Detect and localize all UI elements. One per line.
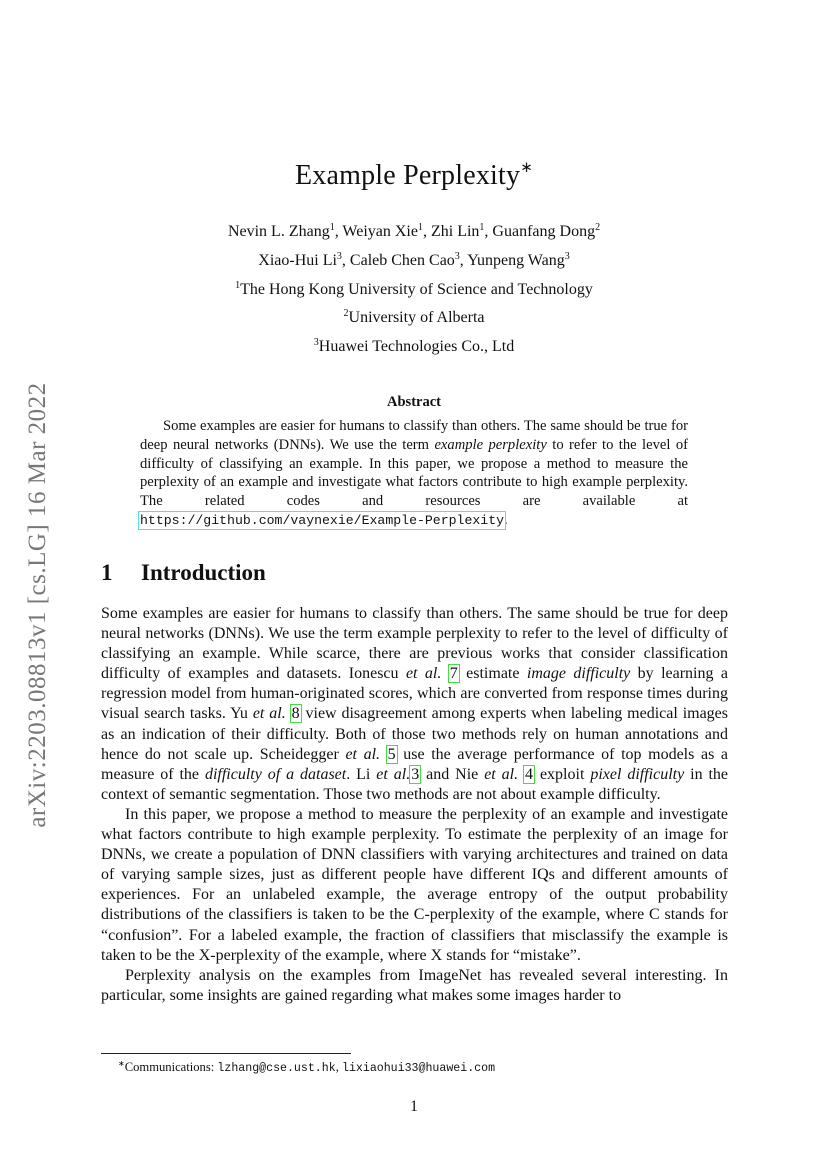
paragraph bbox=[101, 604, 728, 805]
affiliation-3 bbox=[0, 331, 828, 360]
author-name: Xiao-Hui Li bbox=[258, 251, 337, 269]
paragraph-emphasis: et al. bbox=[405, 665, 442, 683]
author-affiliation-mark: 3 bbox=[454, 250, 460, 262]
author-name: Caleb Chen Cao bbox=[349, 251, 455, 269]
author-affiliation-mark: 1 bbox=[329, 222, 335, 233]
paragraph-text: in the context of semantic segmentation. Those two methods are not about example difficulty. bbox=[101, 765, 729, 803]
abstract-text: to refer to the level of difficulty of classifying an example. In this paper, we propose a method to measure the perplexity of an example and investigate what factors contribute to high example perplexity. The related codes and resources are available at bbox=[140, 436, 688, 510]
affiliation-2 bbox=[0, 302, 828, 331]
footnote-label: Communications: bbox=[124, 1060, 218, 1074]
paragraph-text: by learning a regression model from human-originated scores, which are converted from response times during visual search tasks. Yu bbox=[101, 665, 729, 723]
citation-link[interactable]: 4 bbox=[525, 765, 534, 783]
paragraph-text: use the average performance of top models as a measure of the bbox=[101, 745, 728, 783]
author-block bbox=[0, 216, 828, 360]
paragraph-text: exploit bbox=[534, 765, 591, 783]
paragraph-text: view disagreement among experts when labeling medical images as an indication of their difficulty. Both of those two methods rely on human annotations and hence do not scale up. Scheidegger bbox=[101, 705, 729, 763]
author-affiliation-mark: 3 bbox=[336, 250, 342, 262]
author-separator: , bbox=[459, 251, 468, 269]
paragraph-emphasis: pixel difficulty bbox=[590, 765, 685, 783]
citation-link[interactable]: 3 bbox=[411, 765, 420, 783]
title-footnote-mark: ∗ bbox=[520, 160, 533, 176]
paragraph-emphasis: et al. bbox=[345, 745, 381, 763]
footnote bbox=[118, 1059, 495, 1075]
author-separator: , bbox=[484, 223, 493, 240]
email-link[interactable]: lixiaohui33@huawei.com bbox=[341, 1062, 496, 1075]
paragraph-text: Some examples are easier for humans to classify than others. The same should be true for deep neural networks (DNNs). We use the term example perplexity to refer to the level of difficulty of classifying an example. While scarce, there are previous works that consider classification difficulty of examples and datasets. Ionescu bbox=[101, 605, 728, 683]
section-number: 1 bbox=[101, 560, 113, 585]
author-name: Nevin L. Zhang bbox=[227, 223, 330, 240]
author-name: Yunpeng Wang bbox=[467, 251, 565, 269]
author-line-2 bbox=[0, 245, 828, 274]
author-affiliation-mark: 1 bbox=[417, 222, 423, 233]
abstract-body bbox=[140, 417, 688, 531]
abstract-text: . bbox=[504, 511, 508, 528]
abstract-heading: Abstract bbox=[387, 394, 441, 410]
section-title: Introduction bbox=[141, 560, 266, 585]
affiliation-text: University of Alberta bbox=[348, 309, 485, 327]
author-line-1 bbox=[0, 216, 828, 245]
author-affiliation-mark: 2 bbox=[595, 222, 601, 233]
affiliation-text: The Hong Kong University of Science and Technology bbox=[240, 280, 593, 298]
page-number: 1 bbox=[410, 1098, 418, 1115]
affiliation-mark: 3 bbox=[313, 337, 319, 349]
paper-title bbox=[0, 158, 828, 192]
introduction-body bbox=[101, 604, 728, 1006]
code-repository-link[interactable]: https://github.com/vaynexie/Example-Perplexity bbox=[140, 512, 505, 528]
footnote-separator: , bbox=[335, 1060, 342, 1074]
section-heading bbox=[101, 560, 266, 586]
author-name: Weiyan Xie bbox=[342, 223, 418, 240]
affiliation-text: Huawei Technologies Co., Ltd bbox=[318, 338, 515, 356]
paragraph: In this paper, we propose a method to measure the perplexity of an example and investigate what factors contribute to high example perplexity. To estimate the perplexity of an image for DNNs, we create a population of DNN classifiers with varying architectures and trained on data of varying sample sizes, just as different people have different IQs and different amounts of experiences. For an unlabeled example, the average entropy of the output probability distributions of the classifiers is taken to be the C-perplexity of the example, where C stands for “confusion”. For a labeled example, the fraction of classifiers that misclassify the example is taken to be the X-perplexity of the example, where X stands for “mistake”. bbox=[101, 805, 728, 964]
author-separator: , bbox=[341, 251, 350, 269]
author-affiliation-mark: 1 bbox=[479, 222, 485, 233]
footnote-mark: ∗ bbox=[118, 1059, 125, 1068]
title-text: Example Perplexity bbox=[295, 160, 521, 191]
author-affiliation-mark: 3 bbox=[564, 250, 570, 262]
affiliation-mark: 1 bbox=[235, 279, 241, 291]
paragraph-emphasis: image difficulty bbox=[526, 665, 631, 683]
paragraph-emphasis: et al. bbox=[252, 705, 286, 723]
paragraph: Perplexity analysis on the examples from ImageNet has revealed several interesting. In particular, some insights are gained regarding what makes some images harder to bbox=[101, 966, 728, 1004]
paragraph-text: estimate bbox=[458, 665, 527, 683]
abstract-emphasis: example perplexity bbox=[434, 436, 547, 453]
citation-link[interactable]: 8 bbox=[291, 705, 300, 723]
affiliation-1 bbox=[0, 274, 828, 303]
abstract-text: Some examples are easier for humans to classify than others. The same should be true for deep neural networks (DNNs). We use the term bbox=[140, 418, 688, 453]
footnote-divider bbox=[101, 1053, 351, 1054]
affiliation-mark: 2 bbox=[343, 308, 349, 320]
author-separator: , bbox=[334, 223, 343, 240]
paragraph-emphasis: et al. bbox=[484, 765, 519, 783]
paragraph-emphasis: difficulty of a dataset bbox=[204, 765, 347, 783]
citation-link[interactable]: 7 bbox=[449, 665, 458, 683]
citation-link[interactable]: 5 bbox=[387, 745, 396, 763]
paragraph-text: and Nie bbox=[420, 765, 485, 783]
author-name: Guanfang Dong bbox=[492, 223, 596, 240]
paragraph-emphasis: et al. bbox=[376, 765, 411, 783]
paragraph-text: . Li bbox=[346, 765, 377, 783]
arxiv-identifier-stamp: arXiv:2203.08813v1 [cs.LG] 16 Mar 2022 bbox=[24, 382, 51, 828]
email-link[interactable]: lzhang@cse.ust.hk bbox=[217, 1062, 336, 1075]
author-separator: , bbox=[422, 223, 431, 240]
author-name: Zhi Lin bbox=[430, 223, 480, 240]
